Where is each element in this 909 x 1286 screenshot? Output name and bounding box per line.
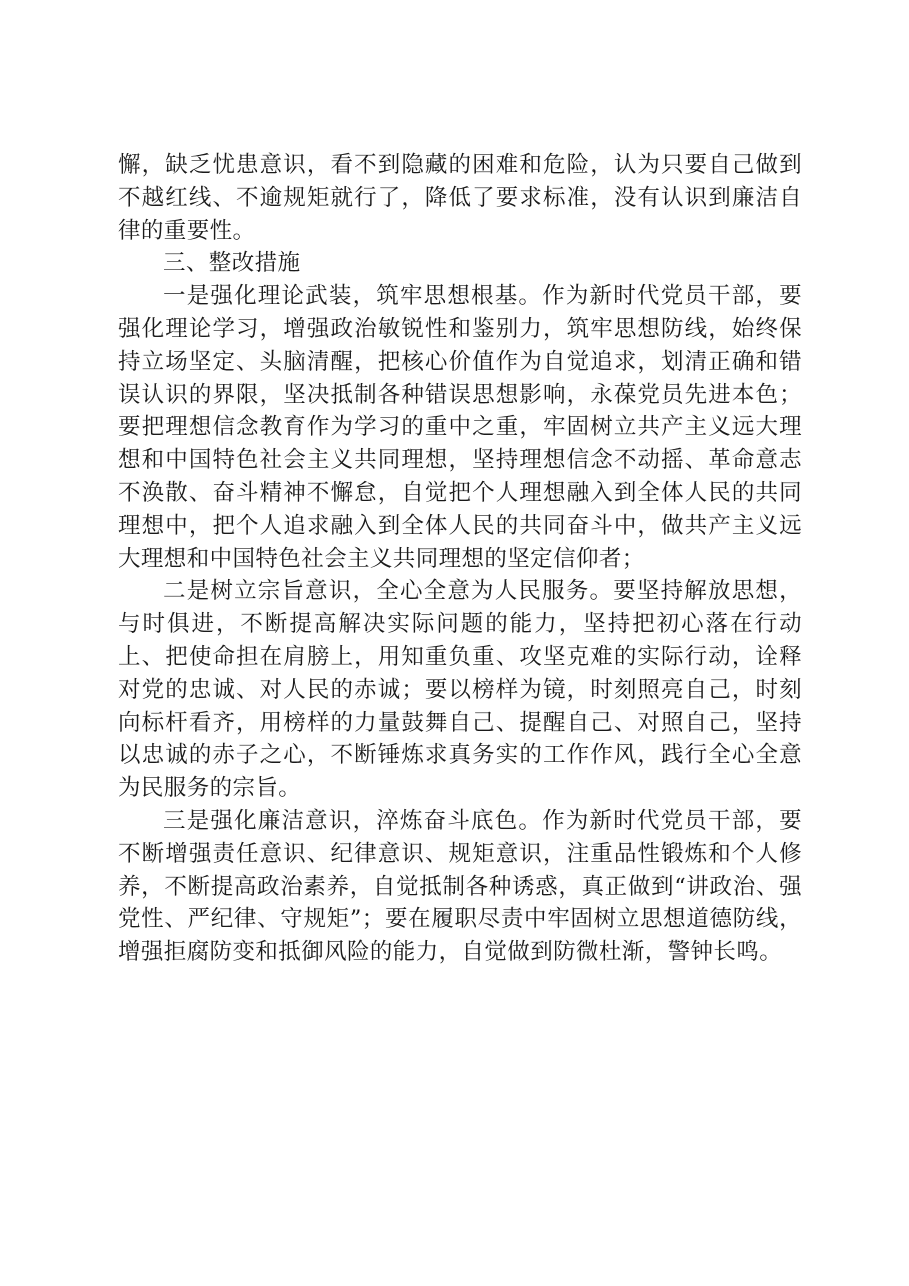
- document-body: [118, 149, 802, 969]
- paragraph-continuation: 懈，缺乏忧患意识，看不到隐藏的困难和危险，认为只要自己做到不越红线、不逾规矩就行了，降低了要求标准，没有认识到廉洁自律的重要性。: [118, 152, 802, 244]
- section-heading: 三、整改措施: [163, 250, 301, 277]
- paragraph-measure-2: 二是树立宗旨意识，全心全意为人民服务。要坚持解放思想，与时俱进，不断提高解决实际问题的能力，坚持把初心落在行动上、把使命担在肩膀上，用知重负重、攻坚克难的实际行动，诠释对党的忠诚、对人民的赤诚；要以榜样为镜，时刻照亮自己，时刻向标杆看齐，用榜样的力量鼓舞自己、提醒自己、对照自己，坚持以忠诚的赤子之心，不断锤炼求真务实的工作作风，践行全心全意为民服务的宗旨。: [118, 578, 802, 802]
- paragraph-measure-3: 三是强化廉洁意识，淬炼奋斗底色。作为新时代党员干部，要不断增强责任意识、纪律意识、规矩意识，注重品性锻炼和个人修养，不断提高政治素养，自觉抵制各种诱惑，真正做到“讲政治、强党性、严纪律、守规矩”；要在履职尽责中牢固树立思想道德防线，增强拒腐防变和抵御风险的能力，自觉做到防微杜渐，警钟长鸣。: [118, 807, 802, 966]
- paragraph-measure-1: 一是强化理论武装，筑牢思想根基。作为新时代党员干部，要强化理论学习，增强政治敏锐性和鉴别力，筑牢思想防线，始终保持立场坚定、头脑清醒，把核心价值作为自觉追求，划清正确和错误认识的界限，坚决抵制各种错误思想影响，永葆党员先进本色；要把理想信念教育作为学习的重中之重，牢固树立共产主义远大理想和中国特色社会主义共同理想，坚持理想信念不动摇、革命意志不涣散、奋斗精神不懈怠，自觉把个人理想融入到全体人民的共同理想中，把个人追求融入到全体人民的共同奋斗中，做共产主义远大理想和中国特色社会主义共同理想的坚定信仰者；: [118, 283, 802, 572]
